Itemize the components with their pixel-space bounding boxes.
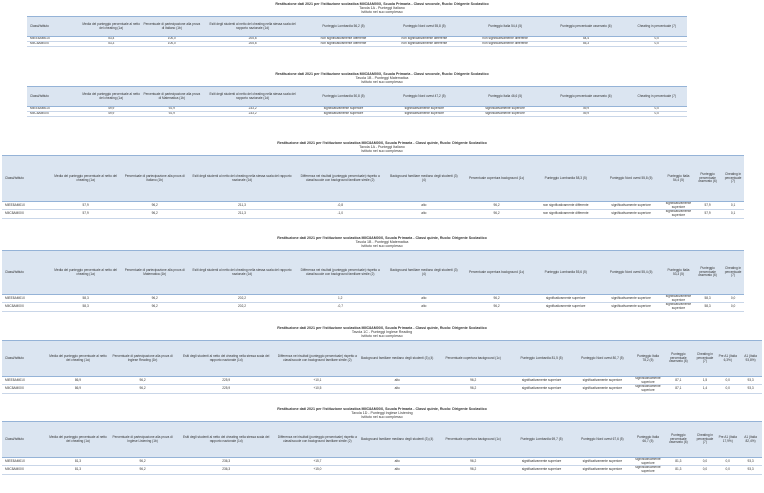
column-header: Punteggio percentuale osservato (6) (663, 422, 693, 458)
column-header: Punteggio percentuale osservato (6) (546, 87, 627, 107)
section-2 (0, 72, 764, 116)
table-cell: 93,3 (739, 458, 762, 466)
section-4-caption (0, 236, 764, 249)
column-header: Cheating in percentuale (7) (626, 17, 687, 37)
table-cell: 53,4 (81, 37, 142, 42)
column-header: Esiti degli studenti al netto del cheating nella stessa scala del rapporto nazionale (1d) (191, 156, 293, 202)
table-cell: 0,1 (722, 210, 744, 218)
column-header: Esiti degli studenti al netto del cheating nella stessa scala del rapporto nazionale (1d) (202, 87, 303, 107)
table-cell: 57,9 (53, 202, 118, 210)
column-header: Differenza nei risultati (punteggio percentuale) rispetto a classi/scuole con background familiare simile (2) (276, 341, 360, 377)
table-2 (27, 86, 687, 117)
column-header: Cheating in percentuale (7) (626, 87, 687, 107)
table-cell: 57,9 (693, 202, 722, 210)
table-cell: -1,0 (293, 210, 388, 218)
table-row (2, 210, 744, 218)
table-cell: significativamente superiore (465, 107, 546, 112)
table-cell: 0,0 (694, 466, 717, 474)
table-cell: 96,2 (108, 458, 176, 466)
row-label: MIIC8AM00X (2, 466, 48, 474)
table-row (27, 42, 687, 47)
table-cell: 58,3 (53, 303, 118, 311)
header-row (2, 422, 762, 458)
table-cell: 58,3 (693, 295, 722, 303)
table-cell: 202,2 (191, 303, 293, 311)
table-cell: significativamente superiore (633, 458, 663, 466)
table-cell: non significativamente differente (533, 210, 598, 218)
table-cell: non significativamente differente (465, 37, 546, 42)
table-cell: 49,9 (81, 112, 142, 117)
column-header: Media del punteggio percentuale al netto del cheating (1a) (81, 87, 142, 107)
table-cell: alto (359, 377, 435, 385)
section-1-subtitle: Tavola 1A - Punteggi Italiano (359, 6, 405, 11)
section-3-caption (0, 141, 764, 154)
table-cell: 96,2 (118, 210, 191, 218)
column-header: Classi/Istituto (2, 156, 53, 202)
table-cell: significativamente superiore (303, 112, 384, 117)
table-cell: significativamente superiore (665, 201, 692, 209)
table-cell: 0,0 (626, 37, 687, 42)
table-cell: significativamente superiore (384, 112, 465, 117)
section-5 (0, 326, 764, 393)
table-cell: 54,4 (546, 37, 627, 42)
column-header: Percentuale copertura background (1c) (460, 251, 533, 295)
table-cell: 0,0 (626, 42, 687, 47)
table-cell: 96,2 (460, 210, 533, 218)
table-cell: significativamente superiore (511, 385, 572, 393)
table-cell: significativamente superiore (572, 385, 633, 393)
section-2-caption (0, 72, 764, 85)
table-cell: 96,2 (118, 303, 191, 311)
column-header: Media del punteggio percentuale al netto del cheating (1a) (48, 422, 109, 458)
table-cell: 96,2 (460, 303, 533, 311)
table-cell: significativamente superiore (633, 377, 663, 385)
table-row (27, 112, 687, 117)
table-cell: 86,9 (48, 385, 109, 393)
column-header: Punteggio Nord ovest 55,8 (5) (384, 17, 465, 37)
column-header: Media del punteggio percentuale al netto del cheating (1a) (53, 156, 118, 202)
table-3 (2, 155, 744, 219)
section-6-caption (0, 407, 764, 420)
column-header: A1 (Italia 93,8%) (739, 341, 762, 377)
column-header: Classi/Istituto (27, 87, 81, 107)
header-row (2, 341, 762, 377)
table-cell: 58,3 (693, 303, 722, 311)
column-header: Esiti degli studenti al netto del cheating nella stessa scala del rapporto nazionale (1d) (191, 251, 293, 295)
table-cell: 93,3 (739, 385, 762, 393)
row-label: MIEE8AM01X (27, 107, 81, 112)
table-cell: 0,0 (716, 377, 739, 385)
column-header: Punteggio percentuale osservato (6) (693, 156, 722, 202)
table-cell: -0,8 (293, 202, 388, 210)
column-header: Punteggio Lombardia 56,2 (5) (303, 17, 384, 37)
table-cell: 96,2 (460, 295, 533, 303)
column-header: Pre A1 (Italia 17,9%) (716, 422, 739, 458)
table-cell: 49,9 (546, 112, 627, 117)
header-row (27, 17, 687, 37)
table-row (2, 377, 762, 385)
section-3-title: Restituzione dati 2021 per l'istituzione scolastica MIIC8AM00X, Scuola Primaria - Classi quinte, Ruolo: Dirigente Scolastico (277, 141, 487, 145)
column-header: Punteggio Nord ovest 67,6 (5) (572, 422, 633, 458)
column-header: Punteggio percentuale osservato (6) (546, 17, 627, 37)
table-cell: significativamente superiore (511, 466, 572, 474)
header-row (2, 156, 744, 202)
table-cell: significativamente superiore (572, 466, 633, 474)
column-header: Punteggio Italia 54,4 (5) (465, 17, 546, 37)
table-row (2, 202, 744, 210)
table-cell: 96,2 (435, 458, 511, 466)
column-header: Differenza nei risultati (punteggio percentuale) rispetto a classi/scuole con background familiare simile (2) (276, 422, 360, 458)
column-header: Media del punteggio percentuale al netto del cheating (1a) (53, 251, 118, 295)
column-header: Cheating in percentuale (7) (722, 251, 744, 295)
table-cell: 100,0 (141, 37, 202, 42)
table-cell: significativamente superiore (665, 302, 692, 311)
table-cell: significativamente superiore (572, 458, 633, 466)
table-cell: +15,0 (276, 466, 360, 474)
table-cell: 0,0 (716, 385, 739, 393)
table-cell: 96,2 (108, 466, 176, 474)
row-label: MIIC8AM00X (2, 385, 48, 393)
table-cell: non significativamente differente (384, 37, 465, 42)
table-cell: 233,2 (202, 107, 303, 112)
table-cell: alto (359, 466, 435, 474)
row-label: MIEE8AM01X (27, 37, 81, 42)
table-6 (2, 421, 762, 475)
column-header: Background familiare mediano degli studenti (3) (4) (359, 422, 435, 458)
row-label: MIIC8AM00X (27, 112, 81, 117)
column-header: Punteggio Lombardia 69,7 (5) (511, 422, 572, 458)
table-cell: 0,0 (716, 466, 739, 474)
header-row (27, 87, 687, 107)
column-header: Cheating in percentuale (7) (694, 422, 717, 458)
table-cell: 211,3 (191, 210, 293, 218)
table-cell: alto (388, 303, 461, 311)
table-cell: significativamente superiore (533, 303, 598, 311)
column-header: Esiti degli studenti al netto del cheating nella stessa scala del rapporto nazionale (1d) (202, 17, 303, 37)
table-cell: significativamente superiore (598, 210, 663, 218)
table-cell: +10,1 (276, 377, 360, 385)
table-cell: 81,3 (663, 458, 693, 466)
table-cell: 225,9 (177, 385, 276, 393)
table-cell: 86,9 (48, 377, 109, 385)
section-1-note: Istituto nel suo complesso (361, 10, 403, 15)
table-cell: non significativamente differente (384, 42, 465, 47)
table-cell: 236,3 (177, 458, 276, 466)
column-header: Percentuale copertura background (1c) (460, 156, 533, 202)
table-cell: 211,3 (191, 202, 293, 210)
column-header: Percentuale di partecipazione alla prova di Matematica (1b) (141, 87, 202, 107)
section-4 (0, 236, 764, 311)
column-header: Pre A1 (Italia 6,3%) (716, 341, 739, 377)
row-label: MIIC8AM00X (2, 303, 53, 311)
table-cell: 93,3 (739, 466, 762, 474)
table-cell: 0,0 (722, 295, 744, 303)
table-cell: 205,6 (202, 42, 303, 47)
column-header: Punteggio Lombardia 58,3 (5) (533, 156, 598, 202)
table-cell: 81,3 (663, 466, 693, 474)
table-cell: significativamente superiore (633, 385, 663, 393)
table-cell: significativamente superiore (633, 466, 663, 474)
section-3-subtitle: Tavola 1A - Punteggi Italiano (359, 145, 405, 150)
section-5-title: Restituzione dati 2021 per l'istituzione scolastica MIIC8AM00X, Scuola Primaria - Classi quinte, Ruolo: Dirigente Scolastico (277, 326, 487, 330)
row-label: MIIC8AM00X (2, 210, 53, 218)
table-cell: +10,5 (276, 385, 360, 393)
table-cell: significativamente superiore (303, 107, 384, 112)
table-cell: 92,9 (141, 112, 202, 117)
section-4-title: Restituzione dati 2021 per l'istituzione scolastica MIIC8AM00X, Scuola Primaria - Classi quinte, Ruolo: Dirigente Scolastico (277, 236, 487, 240)
section-5-subtitle: Tavola 1C - Punteggi Inglese Reading (351, 330, 413, 335)
table-cell: 100,0 (141, 42, 202, 47)
column-header: Background familiare mediano degli studenti (3) (4) (359, 341, 435, 377)
section-2-note: Istituto nel suo complesso (361, 80, 403, 85)
column-header: Punteggio Lombardia 50,8 (5) (303, 87, 384, 107)
table-cell: 0,0 (722, 303, 744, 311)
table-cell: significativamente superiore (598, 202, 663, 210)
row-label: MIEE8AM01X (2, 377, 48, 385)
table-cell: significativamente superiore (598, 303, 663, 311)
row-label: MIIC8AM00X (27, 42, 81, 47)
table-cell: 58,3 (53, 295, 118, 303)
table-cell: significativamente superiore (465, 112, 546, 117)
column-header: Punteggio percentuale osservato (6) (693, 251, 722, 295)
row-label: MIEE8AM01X (2, 202, 53, 210)
header-row (2, 251, 744, 295)
table-cell: 49,9 (546, 107, 627, 112)
table-row (2, 466, 762, 474)
column-header: Punteggio Lombardia 55,6 (5) (533, 251, 598, 295)
table-cell: 93,3 (739, 377, 762, 385)
table-cell: 1,4 (694, 385, 717, 393)
table-cell: significativamente superiore (533, 295, 598, 303)
column-header: Percentuale di partecipazione alla prova di Inglese Reading (1b) (108, 341, 176, 377)
table-cell: 81,3 (48, 458, 109, 466)
table-cell: -0,7 (293, 303, 388, 311)
column-header: Percentuale di partecipazione alla prova di Italiano (1b) (141, 17, 202, 37)
column-header: Percentuale di partecipazione alla prova di Matematica (1b) (118, 251, 191, 295)
table-cell: non significativamente differente (465, 42, 546, 47)
table-cell: 55,3 (546, 42, 627, 47)
column-header: Percentuale di partecipazione alla prova di Inglese Listening (1b) (108, 422, 176, 458)
table-cell: 96,2 (118, 295, 191, 303)
section-4-subtitle: Tavola 1B - Punteggi Matematica (355, 240, 409, 245)
table-cell: 233,2 (202, 112, 303, 117)
section-5-caption (0, 326, 764, 339)
table-cell: 49,9 (81, 107, 142, 112)
table-cell: +15,7 (276, 458, 360, 466)
column-header: Differenza nei risultati (punteggio percentuale) rispetto a classi/scuole con background familiare simile (2) (293, 156, 388, 202)
section-4-note: Istituto nel suo complesso (361, 244, 403, 249)
column-header: Esiti degli studenti al netto del cheating nella stessa scala del rapporto nazionale (1d) (177, 341, 276, 377)
column-header: Classi/Istituto (27, 17, 81, 37)
column-header: Punteggio Nord ovest 55,8 (5) (598, 156, 663, 202)
table-cell: significativamente superiore (665, 209, 692, 218)
table-cell: 57,9 (53, 210, 118, 218)
column-header: Classi/Istituto (2, 422, 48, 458)
column-header: Punteggio Nord ovest 55,4 (5) (598, 251, 663, 295)
table-cell: 0,0 (694, 458, 717, 466)
column-header: Punteggio Italia 54,4 (5) (664, 156, 693, 202)
column-header: Background familiare mediano degli studenti (3) (4) (388, 251, 461, 295)
table-cell: 205,6 (202, 37, 303, 42)
table-row (2, 458, 762, 466)
section-6-title: Restituzione dati 2021 per l'istituzione scolastica MIIC8AM00X, Scuola Primaria - Classi quinte, Ruolo: Dirigente Scolastico (277, 407, 487, 411)
table-cell: 96,2 (460, 202, 533, 210)
table-cell: 53,3 (81, 42, 142, 47)
column-header: Punteggio Italia 66,7 (5) (633, 422, 663, 458)
section-6 (0, 407, 764, 474)
table-cell: 0,0 (626, 112, 687, 117)
table-cell: 96,2 (108, 385, 176, 393)
table-cell: 236,3 (177, 466, 276, 474)
table-cell: 1,2 (293, 295, 388, 303)
column-header: Esiti degli studenti al netto del cheating nella stessa scala del rapporto nazionale (1d) (177, 422, 276, 458)
table-1 (27, 16, 687, 47)
table-cell: 0,0 (626, 107, 687, 112)
row-label: MIEE8AM01X (2, 295, 53, 303)
column-header: Background familiare mediano degli studenti (3) (4) (388, 156, 461, 202)
column-header: A1 (Italia 82,4%) (739, 422, 762, 458)
table-cell: 87,1 (663, 385, 693, 393)
table-cell: significativamente superiore (511, 377, 572, 385)
section-6-subtitle: Tavola 1D - Punteggi Inglese Listening (351, 411, 413, 416)
table-cell: alto (359, 458, 435, 466)
column-header: Punteggio Italia 46,6 (5) (465, 87, 546, 107)
table-row (2, 295, 744, 303)
table-cell: 57,9 (693, 210, 722, 218)
section-3-note: Istituto nel suo complesso (361, 149, 403, 154)
table-cell: non significativamente differente (303, 42, 384, 47)
table-cell: alto (388, 295, 461, 303)
column-header: Percentuale copertura background (1c) (435, 422, 511, 458)
table-cell: significativamente superiore (384, 107, 465, 112)
section-2-subtitle: Tavola 1B - Punteggi Matematica (355, 76, 409, 81)
table-cell: significativamente superiore (572, 377, 633, 385)
table-cell: significativamente superiore (665, 294, 692, 302)
table-row (2, 303, 744, 311)
table-cell: non significativamente differente (303, 37, 384, 42)
table-4 (2, 250, 744, 312)
column-header: Cheating in percentuale (7) (722, 156, 744, 202)
section-1-caption (0, 2, 764, 15)
column-header: Percentuale di partecipazione alla prova di Italiano (1b) (118, 156, 191, 202)
table-5 (2, 340, 762, 394)
table-cell: significativamente superiore (511, 458, 572, 466)
table-cell: 225,9 (177, 377, 276, 385)
row-label: MIEE8AM01X (2, 458, 48, 466)
column-header: Cheating in percentuale (7) (694, 341, 717, 377)
table-cell: alto (388, 202, 461, 210)
table-cell: 0,1 (722, 202, 744, 210)
table-cell: 96,2 (435, 466, 511, 474)
table-cell: non significativamente differente (533, 202, 598, 210)
column-header: Punteggio Nord ovest 80,7 (5) (572, 341, 633, 377)
table-cell: 0,0 (716, 458, 739, 466)
column-header: Punteggio Italia 78,2 (5) (633, 341, 663, 377)
column-header: Punteggio Lombardia 81,5 (5) (511, 341, 572, 377)
column-header: Punteggio percentuale osservato (6) (663, 341, 693, 377)
table-cell: 202,2 (191, 295, 293, 303)
table-cell: alto (388, 210, 461, 218)
section-6-note: Istituto nel suo complesso (361, 415, 403, 420)
table-cell: 96,2 (435, 385, 511, 393)
table-cell: alto (359, 385, 435, 393)
section-2-title: Restituzione dati 2021 per l'istituzione scolastica MIIC8AM00X, Scuola Primaria - Classi seconde, Ruolo: Dirigente Scolastico (275, 72, 489, 76)
column-header: Percentuale copertura background (1c) (435, 341, 511, 377)
table-cell: 96,2 (435, 377, 511, 385)
table-cell: 92,9 (141, 107, 202, 112)
section-1-title: Restituzione dati 2021 per l'istituzione scolastica MIIC8AM00X, Scuola Primaria - Classi seconde, Ruolo: Dirigente Scolastico (275, 2, 489, 6)
table-cell: significativamente superiore (598, 295, 663, 303)
column-header: Punteggio Italia 53,3 (5) (664, 251, 693, 295)
section-3 (0, 141, 764, 218)
column-header: Punteggio Nord ovest 47,2 (5) (384, 87, 465, 107)
table-cell: 81,3 (48, 466, 109, 474)
column-header: Classi/Istituto (2, 251, 53, 295)
table-cell: 96,2 (108, 377, 176, 385)
table-cell: 1,5 (694, 377, 717, 385)
column-header: Media del punteggio percentuale al netto del cheating (1a) (48, 341, 109, 377)
table-cell: 96,2 (118, 202, 191, 210)
section-5-note: Istituto nel suo complesso (361, 334, 403, 339)
column-header: Media del punteggio percentuale al netto del cheating (1a) (81, 17, 142, 37)
column-header: Classi/Istituto (2, 341, 48, 377)
column-header: Differenza nei risultati (punteggio percentuale) rispetto a classi/scuole con background familiare simile (2) (293, 251, 388, 295)
table-cell: 87,1 (663, 377, 693, 385)
section-1 (0, 2, 764, 46)
table-row (2, 385, 762, 393)
